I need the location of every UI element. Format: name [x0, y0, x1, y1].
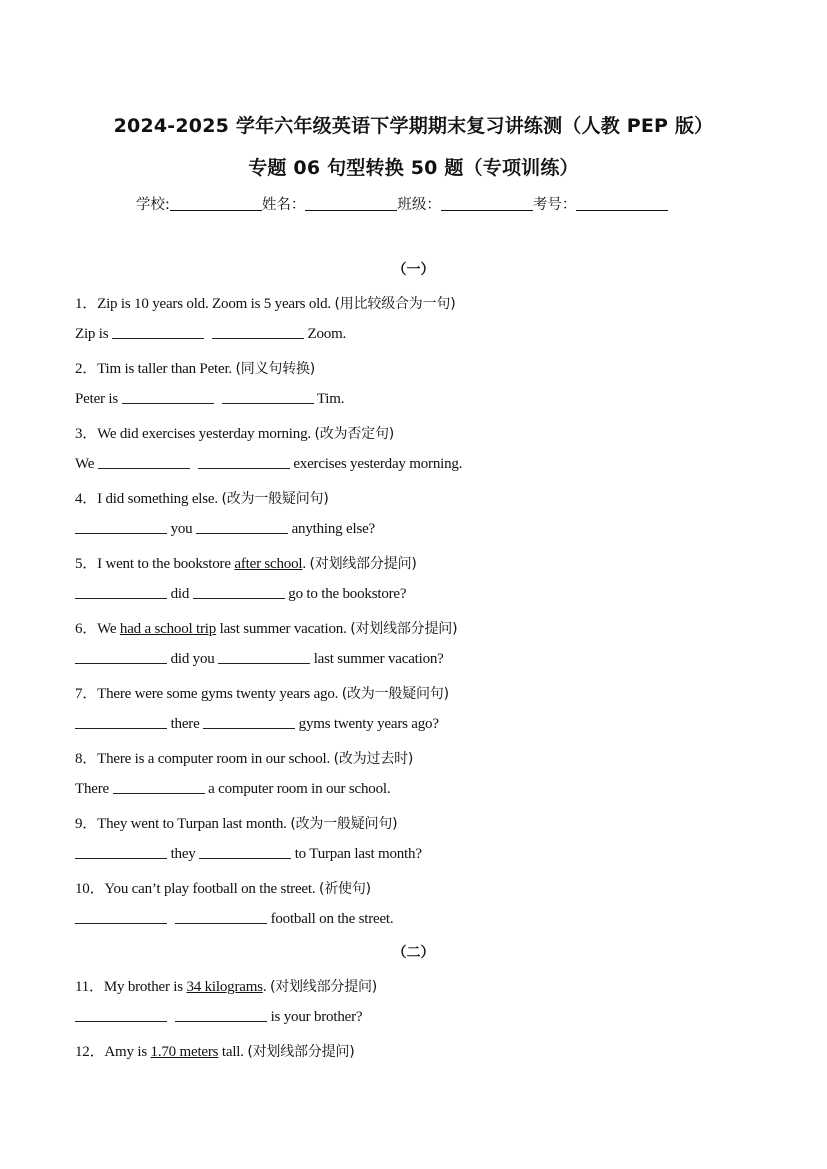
answer-10: football on the street. [75, 910, 393, 928]
underlined-phrase: had a school trip [119, 621, 217, 637]
page-title: 2024-2025 学年六年级英语下学期期末复习讲练测（人教 PEP 版） [113, 115, 714, 137]
answer-blank[interactable] [122, 390, 214, 404]
answer-blank[interactable] [199, 845, 291, 859]
answer-5: did go to the bookstore? [75, 585, 406, 603]
answer-8: There a computer room in our school. [75, 781, 391, 797]
answer-blank[interactable] [75, 585, 167, 599]
answer-blank[interactable] [222, 390, 314, 404]
student-info-row [136, 193, 668, 214]
answer-blank[interactable] [75, 1008, 167, 1022]
answer-6: did you last summer vacation? [75, 650, 444, 668]
page-subtitle: 专题 06 句型转换 50 题（专项训练） [248, 157, 579, 179]
section-heading-2: （二） [392, 945, 435, 961]
question-5: 5．I went to the bookstore after school. (对划线部分提问) [75, 556, 417, 572]
class-blank[interactable] [441, 196, 533, 211]
school-blank[interactable] [170, 196, 262, 211]
question-6: 6．We had a school trip last summer vacation. (对划线部分提问) [75, 621, 458, 637]
answer-blank[interactable] [175, 910, 267, 924]
question-1: 1．Zip is 10 years old. Zoom is 5 years old. (用比较级合为一句) [75, 296, 456, 312]
exam-no-label: 考号： [532, 197, 577, 213]
question-7: 7．There were some gyms twenty years ago. (改为一般疑问句) [75, 686, 449, 702]
answer-blank[interactable] [98, 455, 190, 469]
answer-2: Peter is Tim. [75, 391, 345, 407]
answer-blank[interactable] [212, 325, 304, 339]
underlined-phrase: after school [234, 556, 303, 572]
answer-11: is your brother? [75, 1008, 362, 1026]
name-label: 姓名： [261, 197, 306, 213]
question-8: 8．There is a computer room in our school. (改为过去时) [75, 751, 414, 767]
answer-1: Zip is Zoom. [75, 326, 347, 342]
underlined-phrase: 1.70 meters [150, 1044, 219, 1060]
section-heading-1: （一） [392, 262, 435, 278]
answer-blank[interactable] [75, 520, 167, 534]
answer-blank[interactable] [75, 715, 167, 729]
answer-blank[interactable] [75, 650, 167, 664]
question-9: 9．They went to Turpan last month. (改为一般疑问句) [75, 816, 398, 832]
question-3: 3．We did exercises yesterday morning. (改为否定句) [75, 426, 395, 442]
question-4: 4．I did something else. (改为一般疑问句) [75, 491, 329, 507]
answer-blank[interactable] [175, 1008, 267, 1022]
name-blank[interactable] [305, 196, 397, 211]
question-10: 10．You can’t play football on the street. (祈使句) [75, 881, 371, 897]
answer-blank[interactable] [196, 520, 288, 534]
answer-9: they to Turpan last month? [75, 845, 422, 863]
answer-blank[interactable] [203, 715, 295, 729]
answer-7: there gyms twenty years ago? [75, 715, 439, 733]
exam-no-blank[interactable] [576, 196, 668, 211]
question-11: 11．My brother is 34 kilograms. (对划线部分提问) [75, 979, 378, 995]
answer-blank[interactable] [218, 650, 310, 664]
answer-blank[interactable] [75, 845, 167, 859]
class-label: 班级： [397, 197, 441, 213]
answer-blank[interactable] [193, 585, 285, 599]
answer-blank[interactable] [75, 910, 167, 924]
answer-blank[interactable] [112, 325, 204, 339]
school-label: 学校: [136, 197, 170, 213]
answer-4: you anything else? [75, 520, 375, 538]
question-12: 12．Amy is 1.70 meters tall. (对划线部分提问) [75, 1044, 355, 1060]
answer-blank[interactable] [198, 455, 290, 469]
underlined-phrase: 34 kilograms [186, 979, 263, 995]
answer-3: We exercises yesterday morning. [75, 456, 463, 472]
answer-blank[interactable] [113, 780, 205, 794]
question-2: 2．Tim is taller than Peter. (同义句转换) [75, 361, 316, 377]
